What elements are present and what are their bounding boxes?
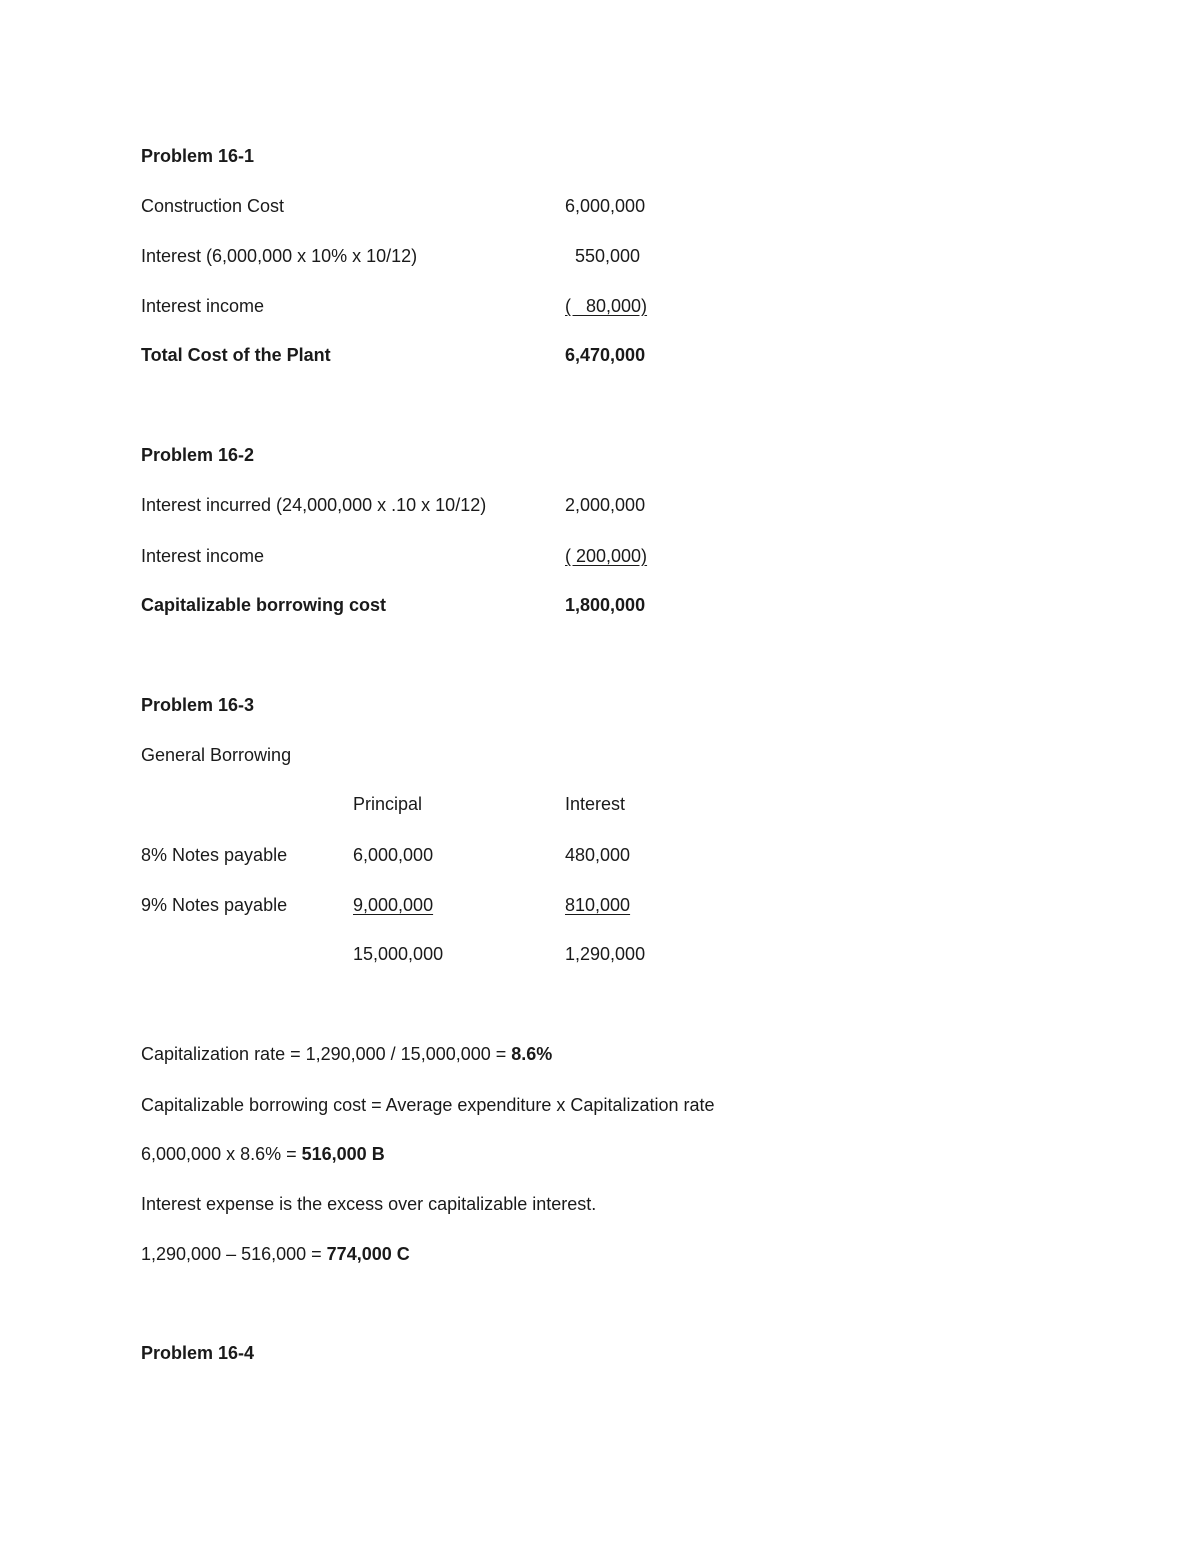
notes-9-label: 9% Notes payable [141, 895, 288, 915]
problem-16-2-heading: Problem 16-2 [141, 445, 255, 465]
total-cost-label: Total Cost of the Plant [141, 345, 331, 365]
interest-expense-note: Interest expense is the excess over capitalizable interest. [141, 1194, 597, 1214]
interest-header: Interest [565, 794, 626, 814]
capitalization-rate-result: 8.6% [511, 1044, 553, 1064]
calc-2-result: 774,000 C [326, 1244, 410, 1264]
construction-cost-value: 6,000,000 [565, 196, 646, 216]
interest-income-label: Interest income [141, 296, 265, 316]
principal-header: Principal [353, 794, 423, 814]
notes-8-interest: 480,000 [565, 845, 631, 865]
calc-line-1 [141, 1143, 385, 1165]
problem-16-1-heading: Problem 16-1 [141, 146, 255, 166]
capitalization-rate-text: Capitalization rate = 1,290,000 / 15,000,000 = [141, 1044, 512, 1064]
capitalizable-cost-label: Capitalizable borrowing cost [141, 595, 387, 615]
calc-line-2 [141, 1243, 410, 1265]
general-borrowing-label: General Borrowing [141, 745, 292, 765]
calc-2-text: 1,290,000 – 516,000 = [141, 1244, 327, 1264]
interest-income-label-2: Interest income [141, 546, 265, 566]
notes-9-interest: 810,000 [565, 895, 631, 915]
notes-8-label: 8% Notes payable [141, 845, 288, 865]
total-interest: 1,290,000 [565, 944, 646, 964]
construction-cost-label: Construction Cost [141, 196, 285, 216]
total-principal: 15,000,000 [353, 944, 444, 964]
calc-1-text: 6,000,000 x 8.6% = [141, 1144, 302, 1164]
interest-label: Interest (6,000,000 x 10% x 10/12) [141, 246, 418, 266]
notes-8-principal: 6,000,000 [353, 845, 434, 865]
capitalizable-formula: Capitalizable borrowing cost = Average expenditure x Capitalization rate [141, 1095, 715, 1115]
notes-9-principal: 9,000,000 [353, 895, 434, 915]
interest-income-value: ( 80,000) [565, 296, 648, 316]
total-cost-value: 6,470,000 [565, 345, 646, 365]
capitalizable-cost-value: 1,800,000 [565, 595, 646, 615]
capitalization-rate-line [141, 1043, 552, 1065]
problem-16-4-heading: Problem 16-4 [141, 1343, 255, 1363]
interest-income-value-2: ( 200,000) [565, 546, 648, 566]
problem-16-3-heading: Problem 16-3 [141, 695, 255, 715]
interest-value: 550,000 [565, 246, 641, 266]
calc-1-result: 516,000 B [301, 1144, 385, 1164]
interest-incurred-value: 2,000,000 [565, 495, 646, 515]
interest-incurred-label: Interest incurred (24,000,000 x .10 x 10/12) [141, 495, 487, 515]
